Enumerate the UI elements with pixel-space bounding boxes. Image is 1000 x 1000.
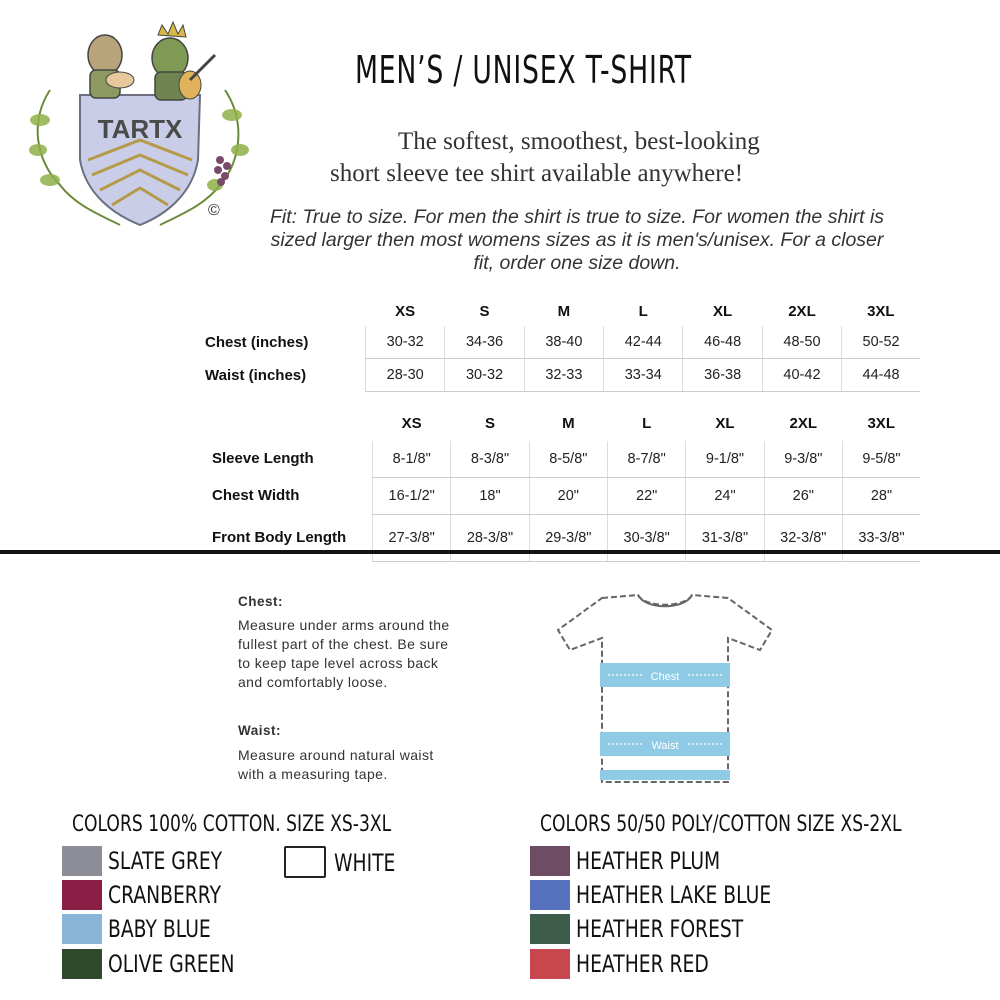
table-cell: 44-48 — [842, 359, 920, 392]
table-cell: 30-3/8" — [607, 515, 685, 562]
color-name: HEATHER FOREST — [576, 915, 744, 943]
size-header: M — [562, 414, 575, 432]
table-row — [205, 359, 920, 392]
diagram-chest-label: Chest — [650, 671, 680, 683]
diagram-waist-label: Waist — [651, 740, 679, 752]
table-cell: 38-40 — [524, 326, 603, 359]
color-swatch — [530, 880, 570, 910]
size-header: S — [479, 302, 490, 320]
chest-instructions — [238, 616, 450, 692]
cotton-colors-title: COLORS 100% COTTON. SIZE XS-3XL — [72, 812, 392, 837]
instruction-line: to keep tape level across back — [238, 655, 439, 671]
color-swatch — [530, 846, 570, 876]
color-swatch — [62, 914, 102, 944]
size-header: 3XL — [867, 414, 895, 432]
table-cell: 9-3/8" — [764, 441, 842, 478]
color-swatch — [62, 880, 102, 910]
guitar-frog-icon — [152, 22, 215, 100]
table-cell: 8-7/8" — [607, 441, 685, 478]
table-cell: 26" — [764, 478, 842, 515]
table-cell: 36-38 — [683, 359, 762, 392]
table-cell: 16-1/2" — [373, 478, 451, 515]
table-cell: 9-5/8" — [842, 441, 920, 478]
fit-note: Fit: True to size. For men the shirt is true to size. For women the shirt is sized larger then most womens sizes as it is men's/unisex. For a closer fit, order one size down. — [269, 206, 885, 274]
table-cell: 48-50 — [762, 326, 841, 359]
size-header: XS — [401, 414, 422, 432]
row-label: Chest (inches) — [205, 333, 309, 351]
color-swatch — [284, 846, 326, 878]
table-row — [212, 478, 920, 515]
table-cell: 28-30 — [366, 359, 445, 392]
size-header: 2XL — [789, 414, 818, 432]
color-name: SLATE GREY — [108, 847, 223, 875]
size-header: 3XL — [867, 302, 895, 320]
table-cell: 34-36 — [445, 326, 524, 359]
row-label: Waist (inches) — [205, 366, 307, 384]
instruction-line: Measure around natural waist — [238, 747, 434, 763]
table-cell: 32-33 — [524, 359, 603, 392]
size-header: S — [484, 414, 495, 432]
table-cell: 22" — [607, 478, 685, 515]
table-cell: 8-5/8" — [529, 441, 607, 478]
instruction-line: and comfortably loose. — [238, 674, 388, 690]
page-title: MEN’S / UNISEX T-SHIRT — [355, 48, 692, 92]
color-swatch — [530, 949, 570, 979]
blend-colors-title: COLORS 50/50 POLY/COTTON SIZE XS-2XL — [540, 812, 902, 837]
size-header: M — [557, 302, 571, 320]
row-label: Chest Width — [212, 487, 300, 504]
table-cell: 20" — [529, 478, 607, 515]
copyright-mark: © — [208, 202, 220, 219]
chest-heading: Chest: — [238, 594, 284, 609]
table-row — [205, 326, 920, 359]
table-cell: 40-42 — [762, 359, 841, 392]
table-cell: 27-3/8" — [373, 515, 451, 562]
table-cell: 32-3/8" — [764, 515, 842, 562]
tartx-logo — [20, 10, 255, 235]
size-header: L — [638, 302, 648, 320]
table-cell: 9-1/8" — [686, 441, 764, 478]
color-swatch — [530, 914, 570, 944]
table-cell: 29-3/8" — [529, 515, 607, 562]
color-name: OLIVE GREEN — [108, 950, 235, 978]
table-cell: 18" — [451, 478, 529, 515]
table-cell: 24" — [686, 478, 764, 515]
size-header: L — [642, 414, 652, 432]
color-name: CRANBERRY — [108, 881, 222, 909]
size-header: XL — [713, 302, 733, 320]
instruction-line: fullest part of the chest. Be sure — [238, 636, 449, 652]
tshirt-diagram — [550, 590, 780, 790]
table-cell: 30-32 — [445, 359, 524, 392]
tagline-line-1: The softest, smoothest, best-looking — [398, 128, 760, 155]
size-header: XL — [715, 414, 735, 432]
table-cell: 42-44 — [604, 326, 683, 359]
section-divider — [0, 550, 1000, 554]
table-header-row — [212, 405, 920, 441]
instruction-line: with a measuring tape. — [238, 766, 388, 782]
table-cell: 33-3/8" — [842, 515, 920, 562]
color-swatch — [62, 846, 102, 876]
size-header: 2XL — [788, 302, 816, 320]
row-label: Front Body Length — [212, 529, 347, 546]
table-cell: 8-3/8" — [451, 441, 529, 478]
logo-text: TARTX — [97, 114, 183, 144]
size-table-garment — [212, 405, 920, 562]
table-header-row — [205, 296, 920, 326]
table-cell: 50-52 — [842, 326, 920, 359]
table-cell: 28-3/8" — [451, 515, 529, 562]
waist-instructions — [238, 746, 434, 784]
row-label: Sleeve Length — [212, 450, 314, 468]
artist-cat-icon — [88, 35, 134, 98]
table-cell: 33-34 — [604, 359, 683, 392]
color-name: HEATHER PLUM — [576, 847, 721, 875]
table-cell: 31-3/8" — [686, 515, 764, 562]
color-swatch — [62, 949, 102, 979]
color-name: WHITE — [334, 849, 396, 877]
tagline-line-2: short sleeve tee shirt available anywhere! — [330, 160, 744, 187]
waist-heading: Waist: — [238, 723, 281, 738]
table-row — [212, 515, 920, 562]
size-header: XS — [395, 302, 416, 320]
table-row — [212, 441, 920, 478]
color-name: HEATHER RED — [576, 950, 709, 978]
color-name: HEATHER LAKE BLUE — [576, 881, 772, 909]
table-cell: 46-48 — [683, 326, 762, 359]
table-cell: 8-1/8" — [373, 441, 451, 478]
color-name: BABY BLUE — [108, 915, 211, 943]
table-cell: 30-32 — [366, 326, 445, 359]
size-table-body — [205, 296, 920, 392]
table-cell: 28" — [842, 478, 920, 515]
instruction-line: Measure under arms around the — [238, 617, 450, 633]
